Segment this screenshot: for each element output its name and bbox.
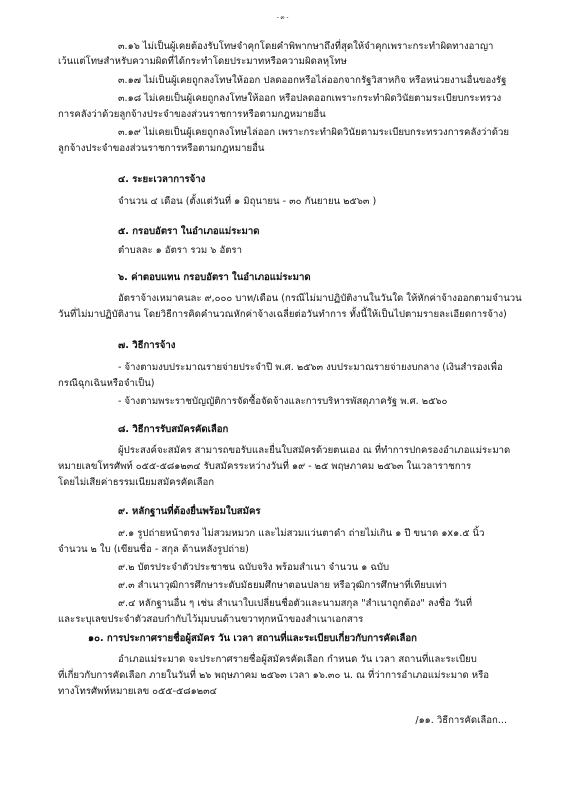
- section-10-heading: ๑๐. การประกาศรายชื่อผู้สมัคร วัน เวลา สถานที่และระเบียบเกี่ยวกับการคัดเลือก: [88, 633, 417, 644]
- section-8-line-3: โดยไม่เสียค่าธรรมเนียมสมัครคัดเลือก: [58, 477, 215, 488]
- section-8-line-1: ผู้ประสงค์จะสมัคร สามารถขอรับและยื่นใบสมัครด้วยตนเอง ณ ที่ทำการปกครองอำเภอแม่ระมาด: [118, 445, 511, 456]
- qualification-3-18-line-2: การคลังว่าด้วยลูกจ้างประจำของส่วนราชการหรือตามกฎหมายอื่น: [58, 109, 326, 120]
- section-10-line-2: ที่เกี่ยวกับการคัดเลือก ภายในวันที่ ๒๖ พฤษภาคม ๒๕๖๓ เวลา ๑๖.๓๐ น. ณ ที่ว่าการอำเภอแม่ระมาด หรือ: [58, 670, 489, 681]
- qualification-3-19-line-2: ลูกจ้างประจำของส่วนราชการหรือตามกฎหมายอื่น: [58, 143, 265, 154]
- section-8-line-2: หมายเลขโทรศัพท์ ๐๕๕-๕๘๑๒๓๔ รับสมัครระหว่างวันที่ ๑๙ - ๒๕ พฤษภาคม ๒๕๖๓ ในเวลาราชการ: [58, 461, 472, 472]
- section-8-heading: ๘. วิธีการรับสมัครคัดเลือก: [118, 424, 229, 435]
- section-6-line-1: อัตราจ้างเหมาคนละ ๙,๐๐๐ บาท/เดือน (กรณีไม่มาปฏิบัติงานในวันใด ให้หักค่าจ้างออกตามจำนวน: [118, 293, 522, 304]
- section-9-item-1-line-1: ๙.๑ รูปถ่ายหน้าตรง ไม่สวมหมวก และไม่สวมแว่นตาดำ ถ่ายไม่เกิน ๑ ปี ขนาด ๑x๑.๕ นิ้ว: [118, 528, 485, 539]
- section-7-line-1: - จ้างตามงบประมาณรายจ่ายประจำปี พ.ศ. ๒๕๖๓ งบประมาณรายจ่ายงบกลาง (เงินสำรองเพื่อ: [118, 362, 503, 373]
- section-9-item-4-line-2: และระบุเลขประจำตัวสอบกำกับไว้มุมบนด้านขวาทุกหน้าของสำเนาเอกสาร: [58, 614, 364, 625]
- section-9-item-3: ๙.๓ สำเนาวุฒิการศึกษาระดับมัธยมศึกษาตอนปลาย หรือวุฒิการศึกษาที่เทียบเท่า: [118, 580, 447, 591]
- qualification-3-19-line-1: ๓.๑๙ ไม่เคยเป็นผู้เคยถูกลงโทษไล่ออก เพราะกระทำผิดวินัยตามระเบียบกระทรวงการคลังว่าด้วย: [118, 127, 510, 138]
- qualification-3-16-line-2: เว้นแต่โทษสำหรับความผิดที่ได้กระทำโดยประมาทหรือความผิดลหุโทษ: [58, 56, 347, 67]
- qualification-3-17: ๓.๑๗ ไม่เป็นผู้เคยถูกลงโทษให้ออก ปลดออกหรือไล่ออกจากรัฐวิสาหกิจ หรือหน่วยงานอื่นของรัฐ: [118, 75, 507, 86]
- section-6-line-2: วันที่ไม่มาปฏิบัติงาน โดยวิธีการคิดคำนวณหักค่าจ้างเฉลี่ยต่อวันทำการ ทั้งนี้ให้เป็นไปตามรายละเอียดการจ้าง): [58, 309, 507, 320]
- continuation-note: /๑๑. วิธีการคัดเลือก...: [415, 715, 507, 726]
- section-7-heading: ๗. วิธีการจ้าง: [118, 340, 176, 351]
- section-4-heading: ๔. ระยะเวลาการจ้าง: [118, 174, 206, 185]
- qualification-3-16-line-1: ๓.๑๖ ไม่เป็นผู้เคยต้องรับโทษจำคุกโดยคำพิพากษาถึงที่สุดให้จำคุกเพราะกระทำผิดทางอาญา: [118, 41, 494, 52]
- section-9-item-2: ๙.๒ บัตรประจำตัวประชาชน ฉบับจริง พร้อมสำเนา จำนวน ๑ ฉบับ: [118, 562, 390, 573]
- section-6-heading: ๖. ค่าตอบแทน กรอบอัตรา ในอำเภอแม่ระมาด: [118, 272, 311, 283]
- section-9-item-1-line-2: จำนวน ๒ ใบ (เขียนชื่อ - สกุล ด้านหลังรูปถ่าย): [58, 544, 249, 555]
- page-number: - ๓ -: [276, 15, 289, 21]
- section-9-heading: ๙. หลักฐานที่ต้องยื่นพร้อมใบสมัคร: [118, 506, 261, 517]
- section-7-line-3: - จ้างตามพระราชบัญญัติการจัดซื้อจัดจ้างและการบริหารพัสดุภาครัฐ พ.ศ. ๒๕๖๐: [118, 396, 448, 407]
- section-7-line-2: กรณีฉุกเฉินหรือจำเป็น): [58, 378, 155, 389]
- qualification-3-18-line-1: ๓.๑๘ ไม่เคยเป็นผู้เคยถูกลงโทษให้ออก หรือปลดออกเพราะกระทำผิดวินัยตามระเบียบกระทรวง: [118, 93, 502, 104]
- section-10-line-1: อำเภอแม่ระมาด จะประกาศรายชื่อผู้สมัครคัดเลือก กำหนด วัน เวลา สถานที่และระเบียบ: [118, 654, 477, 665]
- section-4-text: จำนวน ๔ เดือน (ตั้งแต่วันที่ ๑ มิถุนายน - ๓๐ กันยายน ๒๕๖๓ ): [118, 196, 377, 207]
- section-9-item-4-line-1: ๙.๔ หลักฐานอื่น ๆ เช่น สำเนาใบเปลี่ยนชื่อตัวและนามสกุล "สำเนาถูกต้อง" ลงชื่อ วันที่: [118, 598, 473, 609]
- section-5-heading: ๕. กรอบอัตรา ในอำเภอแม่ระมาด: [118, 226, 260, 237]
- section-10-line-3: ทางโทรศัพท์หมายเลข ๐๕๕-๕๘๑๒๓๔: [58, 686, 217, 697]
- section-5-text: ตำบลละ ๑ อัตรา รวม ๖ อัตรา: [118, 245, 242, 256]
